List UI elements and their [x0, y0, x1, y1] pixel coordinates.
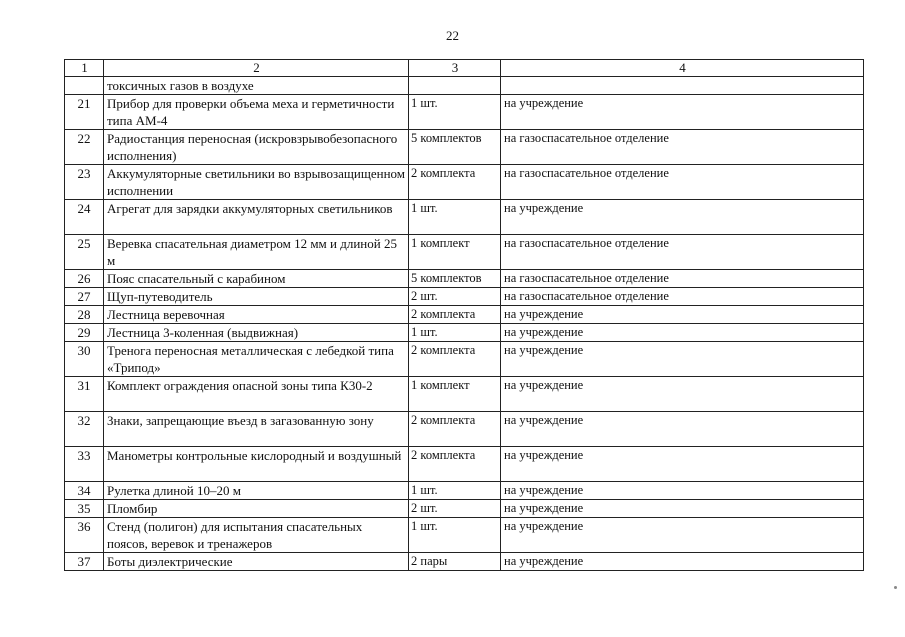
item-quantity: 2 пары [409, 553, 501, 571]
item-name: Тренога переносная металлическая с лебедкой типа «Трипод» [104, 342, 409, 377]
item-quantity: 2 шт. [409, 288, 501, 306]
equipment-table [64, 59, 864, 571]
header-col-4: 4 [501, 60, 864, 77]
row-number: 26 [65, 270, 104, 288]
scan-mark [894, 586, 897, 589]
table-row [65, 553, 864, 571]
item-quantity: 1 шт. [409, 482, 501, 500]
item-quantity: 2 комплекта [409, 447, 501, 482]
item-name: Аккумуляторные светильники во взрывозащищенном исполнении [104, 165, 409, 200]
row-number: 36 [65, 518, 104, 553]
table-row [65, 324, 864, 342]
row-number: 30 [65, 342, 104, 377]
item-name: Комплект ограждения опасной зоны типа К30-2 [104, 377, 409, 412]
item-name: Прибор для проверки объема меха и герметичности типа АМ-4 [104, 95, 409, 130]
item-quantity: 1 шт. [409, 95, 501, 130]
item-name: Лестница 3-коленная (выдвижная) [104, 324, 409, 342]
table-row [65, 518, 864, 553]
table-row [65, 270, 864, 288]
row-number: 25 [65, 235, 104, 270]
item-destination: на учреждение [501, 500, 864, 518]
table-row [65, 200, 864, 235]
item-quantity: 2 комплекта [409, 306, 501, 324]
item-quantity: 1 шт. [409, 518, 501, 553]
row-number: 33 [65, 447, 104, 482]
table-body [65, 77, 864, 571]
item-name: Лестница веревочная [104, 306, 409, 324]
item-destination: на учреждение [501, 482, 864, 500]
table-row [65, 165, 864, 200]
item-destination: на учреждение [501, 412, 864, 447]
item-destination: на учреждение [501, 377, 864, 412]
row-number: 22 [65, 130, 104, 165]
table-row [65, 412, 864, 447]
row-number [65, 77, 104, 95]
item-quantity: 1 комплект [409, 235, 501, 270]
item-destination: на учреждение [501, 342, 864, 377]
table-row [65, 377, 864, 412]
item-name: Рулетка длиной 10–20 м [104, 482, 409, 500]
item-quantity: 2 комплекта [409, 342, 501, 377]
item-quantity: 2 комплекта [409, 412, 501, 447]
row-number: 29 [65, 324, 104, 342]
header-col-1: 1 [65, 60, 104, 77]
item-name: Стенд (полигон) для испытания спасательных поясов, веревок и тренажеров [104, 518, 409, 553]
item-quantity: 1 шт. [409, 200, 501, 235]
header-col-3: 3 [409, 60, 501, 77]
item-name: Агрегат для зарядки аккумуляторных светильников [104, 200, 409, 235]
item-destination [501, 77, 864, 95]
item-destination: на газоспасательное отделение [501, 235, 864, 270]
item-destination: на учреждение [501, 95, 864, 130]
row-number: 31 [65, 377, 104, 412]
row-number: 35 [65, 500, 104, 518]
item-destination: на учреждение [501, 200, 864, 235]
item-quantity: 5 комплектов [409, 130, 501, 165]
row-number: 28 [65, 306, 104, 324]
continuation-row [65, 77, 864, 95]
item-name: Щуп-путеводитель [104, 288, 409, 306]
table-row [65, 447, 864, 482]
item-quantity: 2 шт. [409, 500, 501, 518]
item-name: Пломбир [104, 500, 409, 518]
row-number: 23 [65, 165, 104, 200]
table-row [65, 306, 864, 324]
item-name: Радиостанция переносная (искровзрывобезопасного исполнения) [104, 130, 409, 165]
item-destination: на учреждение [501, 553, 864, 571]
header-row [65, 60, 864, 77]
row-number: 21 [65, 95, 104, 130]
item-name: Знаки, запрещающие въезд в загазованную зону [104, 412, 409, 447]
item-name: Пояс спасательный с карабином [104, 270, 409, 288]
table-row [65, 500, 864, 518]
table-row [65, 342, 864, 377]
item-destination: на газоспасательное отделение [501, 130, 864, 165]
item-name: Боты диэлектрические [104, 553, 409, 571]
item-quantity: 2 комплекта [409, 165, 501, 200]
item-destination: на газоспасательное отделение [501, 165, 864, 200]
item-quantity: 5 комплектов [409, 270, 501, 288]
row-number: 24 [65, 200, 104, 235]
table-row [65, 235, 864, 270]
item-quantity: 1 комплект [409, 377, 501, 412]
item-quantity [409, 77, 501, 95]
table-row [65, 288, 864, 306]
item-name: Манометры контрольные кислородный и воздушный [104, 447, 409, 482]
page-number: 22 [446, 28, 459, 43]
row-number: 32 [65, 412, 104, 447]
table-header [65, 60, 864, 77]
item-quantity: 1 шт. [409, 324, 501, 342]
item-destination: на учреждение [501, 447, 864, 482]
table-row [65, 95, 864, 130]
item-destination: на учреждение [501, 324, 864, 342]
row-number: 37 [65, 553, 104, 571]
item-destination: на газоспасательное отделение [501, 288, 864, 306]
row-number: 27 [65, 288, 104, 306]
row-number: 34 [65, 482, 104, 500]
item-destination: на учреждение [501, 306, 864, 324]
item-name: токсичных газов в воздухе [104, 77, 409, 95]
item-destination: на газоспасательное отделение [501, 270, 864, 288]
table-row [65, 482, 864, 500]
header-col-2: 2 [104, 60, 409, 77]
item-destination: на учреждение [501, 518, 864, 553]
table-row [65, 130, 864, 165]
item-name: Веревка спасательная диаметром 12 мм и длиной 25 м [104, 235, 409, 270]
